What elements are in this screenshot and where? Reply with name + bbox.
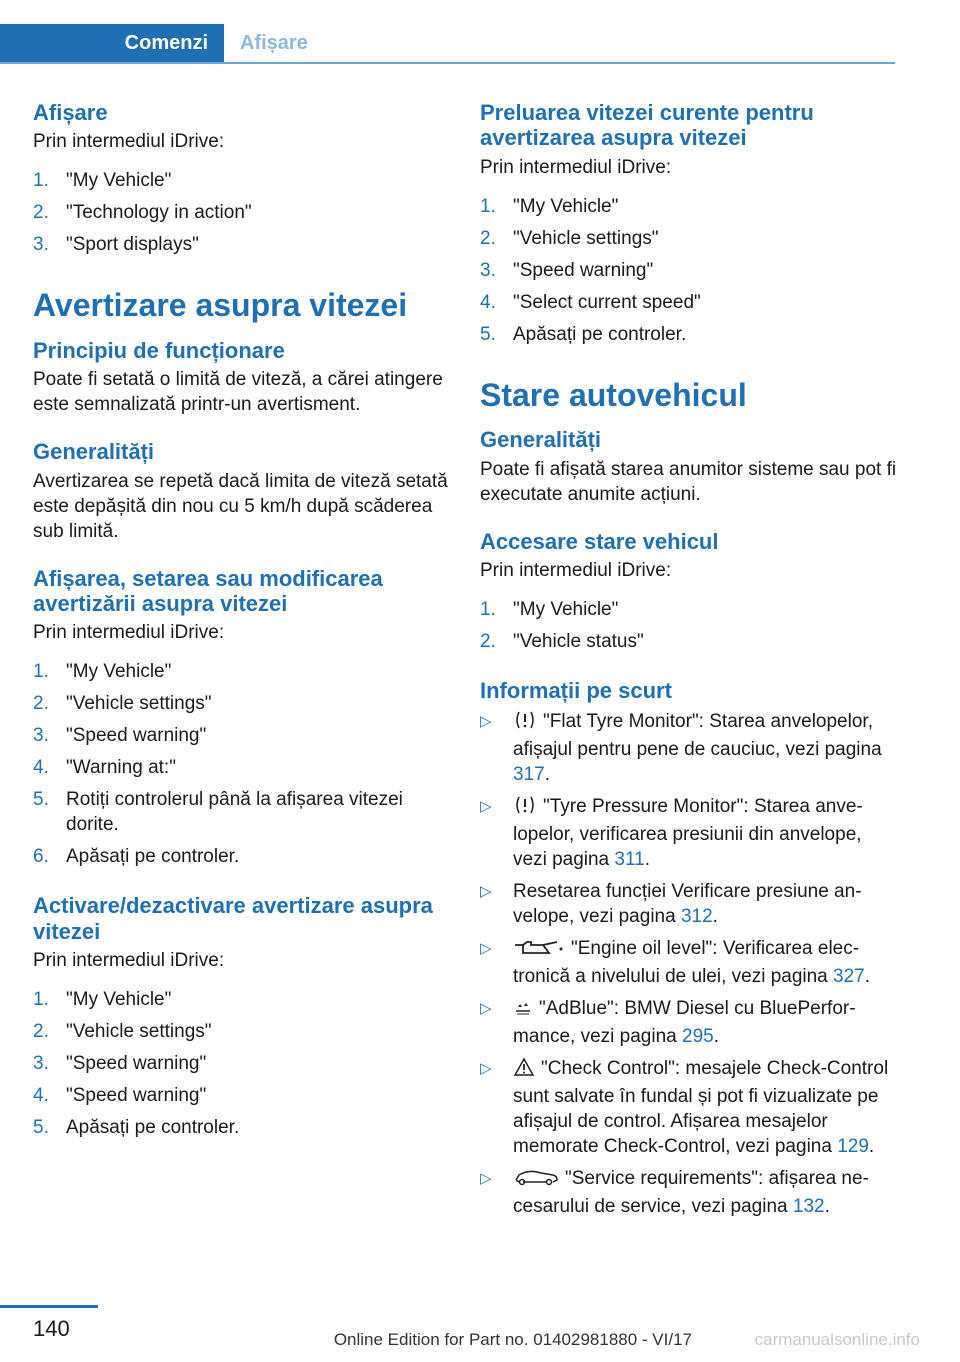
watermark: carmanualsonline.info <box>754 1330 920 1349</box>
tab-comenzi[interactable]: Comenzi <box>0 24 224 62</box>
chapter-title: Avertizare asupra vitezei <box>33 287 408 324</box>
list-item: 5. Apăsați pe controler. <box>480 323 687 345</box>
page-number: 140 <box>33 1316 70 1341</box>
paragraph: Poate fi setată o limită de viteză, a cărei atingere este semnalizată printr-un avertisment. <box>33 369 443 416</box>
list-item: 1. "My Vehicle" <box>33 988 172 1010</box>
list-item: 4. "Select current speed" <box>480 291 701 313</box>
numbered-list <box>33 987 453 1140</box>
section-intro: Prin intermediul iDrive: <box>33 622 225 644</box>
paragraph: Avertizarea se repetă dacă limita de viteză setată este depășită din nou cu 5 km/h după scăderea sub limită. <box>33 470 448 542</box>
list-item: 2. "Vehicle settings" <box>33 693 212 715</box>
numbered-list <box>480 194 900 347</box>
list-item: ▷ "Service requirements": afișarea necesarului de service, vezi pagina 132. <box>480 1168 869 1218</box>
list-item: 1. "My Vehicle" <box>33 170 172 192</box>
list-item: 2. "Vehicle settings" <box>33 1020 212 1042</box>
tyre-warning-icon <box>513 710 537 737</box>
paragraph: Poate fi afișată starea anumitor sisteme sau pot fi executate anumite acțiuni. <box>480 458 897 505</box>
page-link[interactable]: 129 <box>837 1136 869 1158</box>
section-title: Afișare <box>33 100 108 125</box>
right-column <box>480 100 900 1243</box>
section-title: Activare/dezactivare avertizare asupra vitezei <box>33 893 433 944</box>
section-intro: Prin intermediul iDrive: <box>480 156 672 178</box>
footer-rule <box>0 1305 98 1308</box>
list-item: 3. "Speed warning" <box>33 1052 207 1074</box>
list-item: ▷ "AdBlue": BMW Diesel cu BluePerformance, vezi pagina 295. <box>480 998 856 1048</box>
header-bar <box>0 24 895 64</box>
list-item: 3. "Speed warning" <box>480 259 654 281</box>
list-item: 1. "My Vehicle" <box>480 598 619 620</box>
chapter-title: Stare autovehicul <box>480 376 747 413</box>
section-title: Generalități <box>33 439 155 465</box>
warning-triangle-icon <box>513 1057 535 1084</box>
list-item: 5. Rotiți controlerul până la afișarea vitezei dorite. <box>33 789 403 836</box>
left-column <box>33 100 453 1164</box>
section-intro: Prin intermediul iDrive: <box>480 559 672 581</box>
car-icon <box>513 1167 559 1194</box>
page-link[interactable]: 295 <box>682 1026 714 1048</box>
list-item: ▷ "Engine oil level": Verificarea electronică a nivelului de ulei, vezi pagina 327. <box>480 938 871 988</box>
section-title: Informații pe scurt <box>480 677 672 703</box>
page-link[interactable]: 311 <box>614 849 645 871</box>
section-intro: Prin intermediul iDrive: <box>33 949 225 971</box>
page-link[interactable]: 132 <box>792 1196 825 1218</box>
section-title: Afișarea, setarea sau modificarea avertizării asupra vitezei <box>33 565 383 616</box>
page-link[interactable]: 327 <box>833 966 865 988</box>
list-item: 2. "Vehicle settings" <box>480 227 659 249</box>
page-link[interactable]: 317 <box>513 764 545 786</box>
list-item: 1. "My Vehicle" <box>480 195 619 217</box>
tab-afisare[interactable]: Afișare <box>240 31 308 54</box>
section-title: Generalități <box>480 427 602 453</box>
adblue-icon <box>513 997 533 1024</box>
section-title: Preluarea vitezei curente pentru avertizarea asupra vitezei <box>480 100 814 151</box>
edition-note: Online Edition for Part no. 01402981880 - VI/17 <box>333 1330 692 1349</box>
list-item: 4. "Warning at:" <box>33 757 176 779</box>
list-item: 1. "My Vehicle" <box>33 661 172 683</box>
list-item: 5. Apăsați pe controler. <box>33 1116 240 1138</box>
numbered-list <box>480 597 900 654</box>
list-item: 2. "Vehicle status" <box>480 630 644 652</box>
section-title: Accesare stare vehicul <box>480 528 719 554</box>
page-link[interactable]: 312 <box>680 906 713 928</box>
list-item: 3. "Sport displays" <box>33 234 199 256</box>
list-item: ▷ "Check Control": mesajele Check-Control sunt salvate în fundal și pot fi vizualizate pe afișajul de control. Afișarea mesajelor memorate Check-Control, vezi pagina 129. <box>480 1058 889 1158</box>
list-item: ▷ "Tyre Pressure Monitor": Starea anvelopelor, verificarea presiunii din anvelope, vezi pagina 311. <box>480 796 863 871</box>
bullet-list <box>480 709 900 1219</box>
numbered-list <box>33 168 453 257</box>
list-item: 3. "Speed warning" <box>33 725 207 747</box>
list-item: 6. Apăsați pe controler. <box>33 846 240 868</box>
list-item: ▷ Resetarea funcției Verificare presiune anvelope, vezi pagina 312. <box>480 881 862 928</box>
numbered-list <box>33 659 453 869</box>
section-title: Principiu de funcționare <box>33 338 285 364</box>
tyre-warning-icon <box>513 795 537 822</box>
section-intro: Prin intermediul iDrive: <box>33 131 225 153</box>
oil-can-icon <box>513 939 565 964</box>
list-item: 4. "Speed warning" <box>33 1084 207 1106</box>
list-item: 2. "Technology in action" <box>33 202 252 224</box>
list-item: ▷ "Flat Tyre Monitor": Starea anvelopelor, afișajul pentru pene de cauciuc, vezi pagina 317. <box>480 711 882 786</box>
